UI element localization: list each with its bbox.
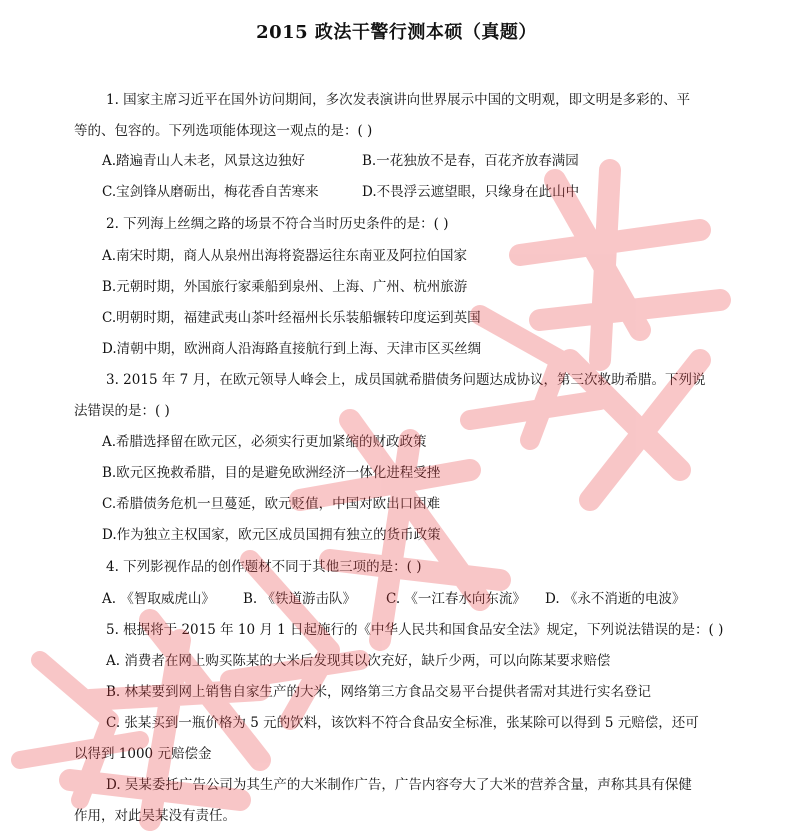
question-4-option-a: A. 《智取威虎山》	[102, 591, 215, 607]
question-3-option-a: A.希腊选择留在欧元区，必须实行更加紧缩的财政政策	[102, 434, 427, 450]
page-title: 2015 政法干警行测本硕（真题）	[256, 22, 537, 43]
question-1-stem-cont: 等的、包容的。下列选项能体现这一观点的是：( )	[74, 123, 373, 139]
question-5-option-c-cont: 以得到 1000 元赔偿金	[74, 746, 212, 762]
question-4-option-b: B. 《铁道游击队》	[243, 591, 357, 607]
question-5-option-a: A. 消费者在网上购买陈某的大米后发现其以次充好，缺斤少两，可以向陈某要求赔偿	[106, 653, 611, 669]
question-1-stem: 1. 国家主席习近平在国外访问期间，多次发表演讲向世界展示中国的文明观，即文明是多彩的、平	[106, 92, 691, 108]
question-2-option-c: C.明朝时期，福建武夷山茶叶经福州长乐装船辗转印度运到英国	[102, 310, 481, 326]
question-3-stem-cont: 法错误的是：( )	[74, 403, 170, 419]
question-3-option-b: B.欧元区挽救希腊，目的是避免欧洲经济一体化进程受挫	[102, 465, 441, 481]
question-5-option-c: C. 张某买到一瓶价格为 5 元的饮料，该饮料不符合食品安全标准，张某除可以得到 5 元赔偿，还可	[106, 715, 699, 731]
question-2-option-d: D.清朝中期，欧洲商人沿海路直接航行到上海、天津市区买丝绸	[102, 341, 482, 357]
question-4-option-c: C. 《一江春水向东流》	[386, 591, 526, 607]
question-3-option-c: C.希腊债务危机一旦蔓延，欧元贬值，中国对欧出口困难	[102, 496, 441, 512]
question-5-option-d-cont: 作用，对此吴某没有责任。	[74, 808, 236, 824]
question-2-option-a: A.南宋时期，商人从泉州出海将瓷器运往东南亚及阿拉伯国家	[102, 248, 468, 264]
question-1-option-c: C.宝剑锋从磨砺出，梅花香自苦寒来	[102, 184, 319, 200]
question-3-option-d: D.作为独立主权国家，欧元区成员国拥有独立的货币政策	[102, 527, 441, 543]
question-2-stem: 2. 下列海上丝绸之路的场景不符合当时历史条件的是：( )	[106, 216, 449, 232]
question-5-option-d: D. 吴某委托广告公司为其生产的大米制作广告，广告内容夸大了大米的营养含量，声称其具有保健	[106, 777, 692, 793]
question-5-stem: 5. 根据将于 2015 年 10 月 1 日起施行的《中华人民共和国食品安全法》规定，下列说法错误的是：( )	[106, 622, 724, 638]
question-3-stem: 3. 2015 年 7 月，在欧元领导人峰会上，成员国就希腊债务问题达成协议，第三次救助希腊。下列说	[106, 372, 706, 388]
question-1-option-a: A.踏遍青山人未老，风景这边独好	[102, 153, 306, 169]
question-1-option-d: D.不畏浮云遮望眼，只缘身在此山中	[362, 184, 580, 200]
question-4-stem: 4. 下列影视作品的创作题材不同于其他三项的是：( )	[106, 559, 422, 575]
question-4-option-d: D. 《永不消逝的电波》	[545, 591, 686, 607]
question-5-option-b: B. 林某要到网上销售自家生产的大米，网络第三方食品交易平台提供者需对其进行实名登记	[106, 684, 652, 700]
question-1-option-b: B.一花独放不是春，百花齐放春满园	[362, 153, 579, 169]
question-2-option-b: B.元朝时期，外国旅行家乘船到泉州、上海、广州、杭州旅游	[102, 279, 468, 295]
